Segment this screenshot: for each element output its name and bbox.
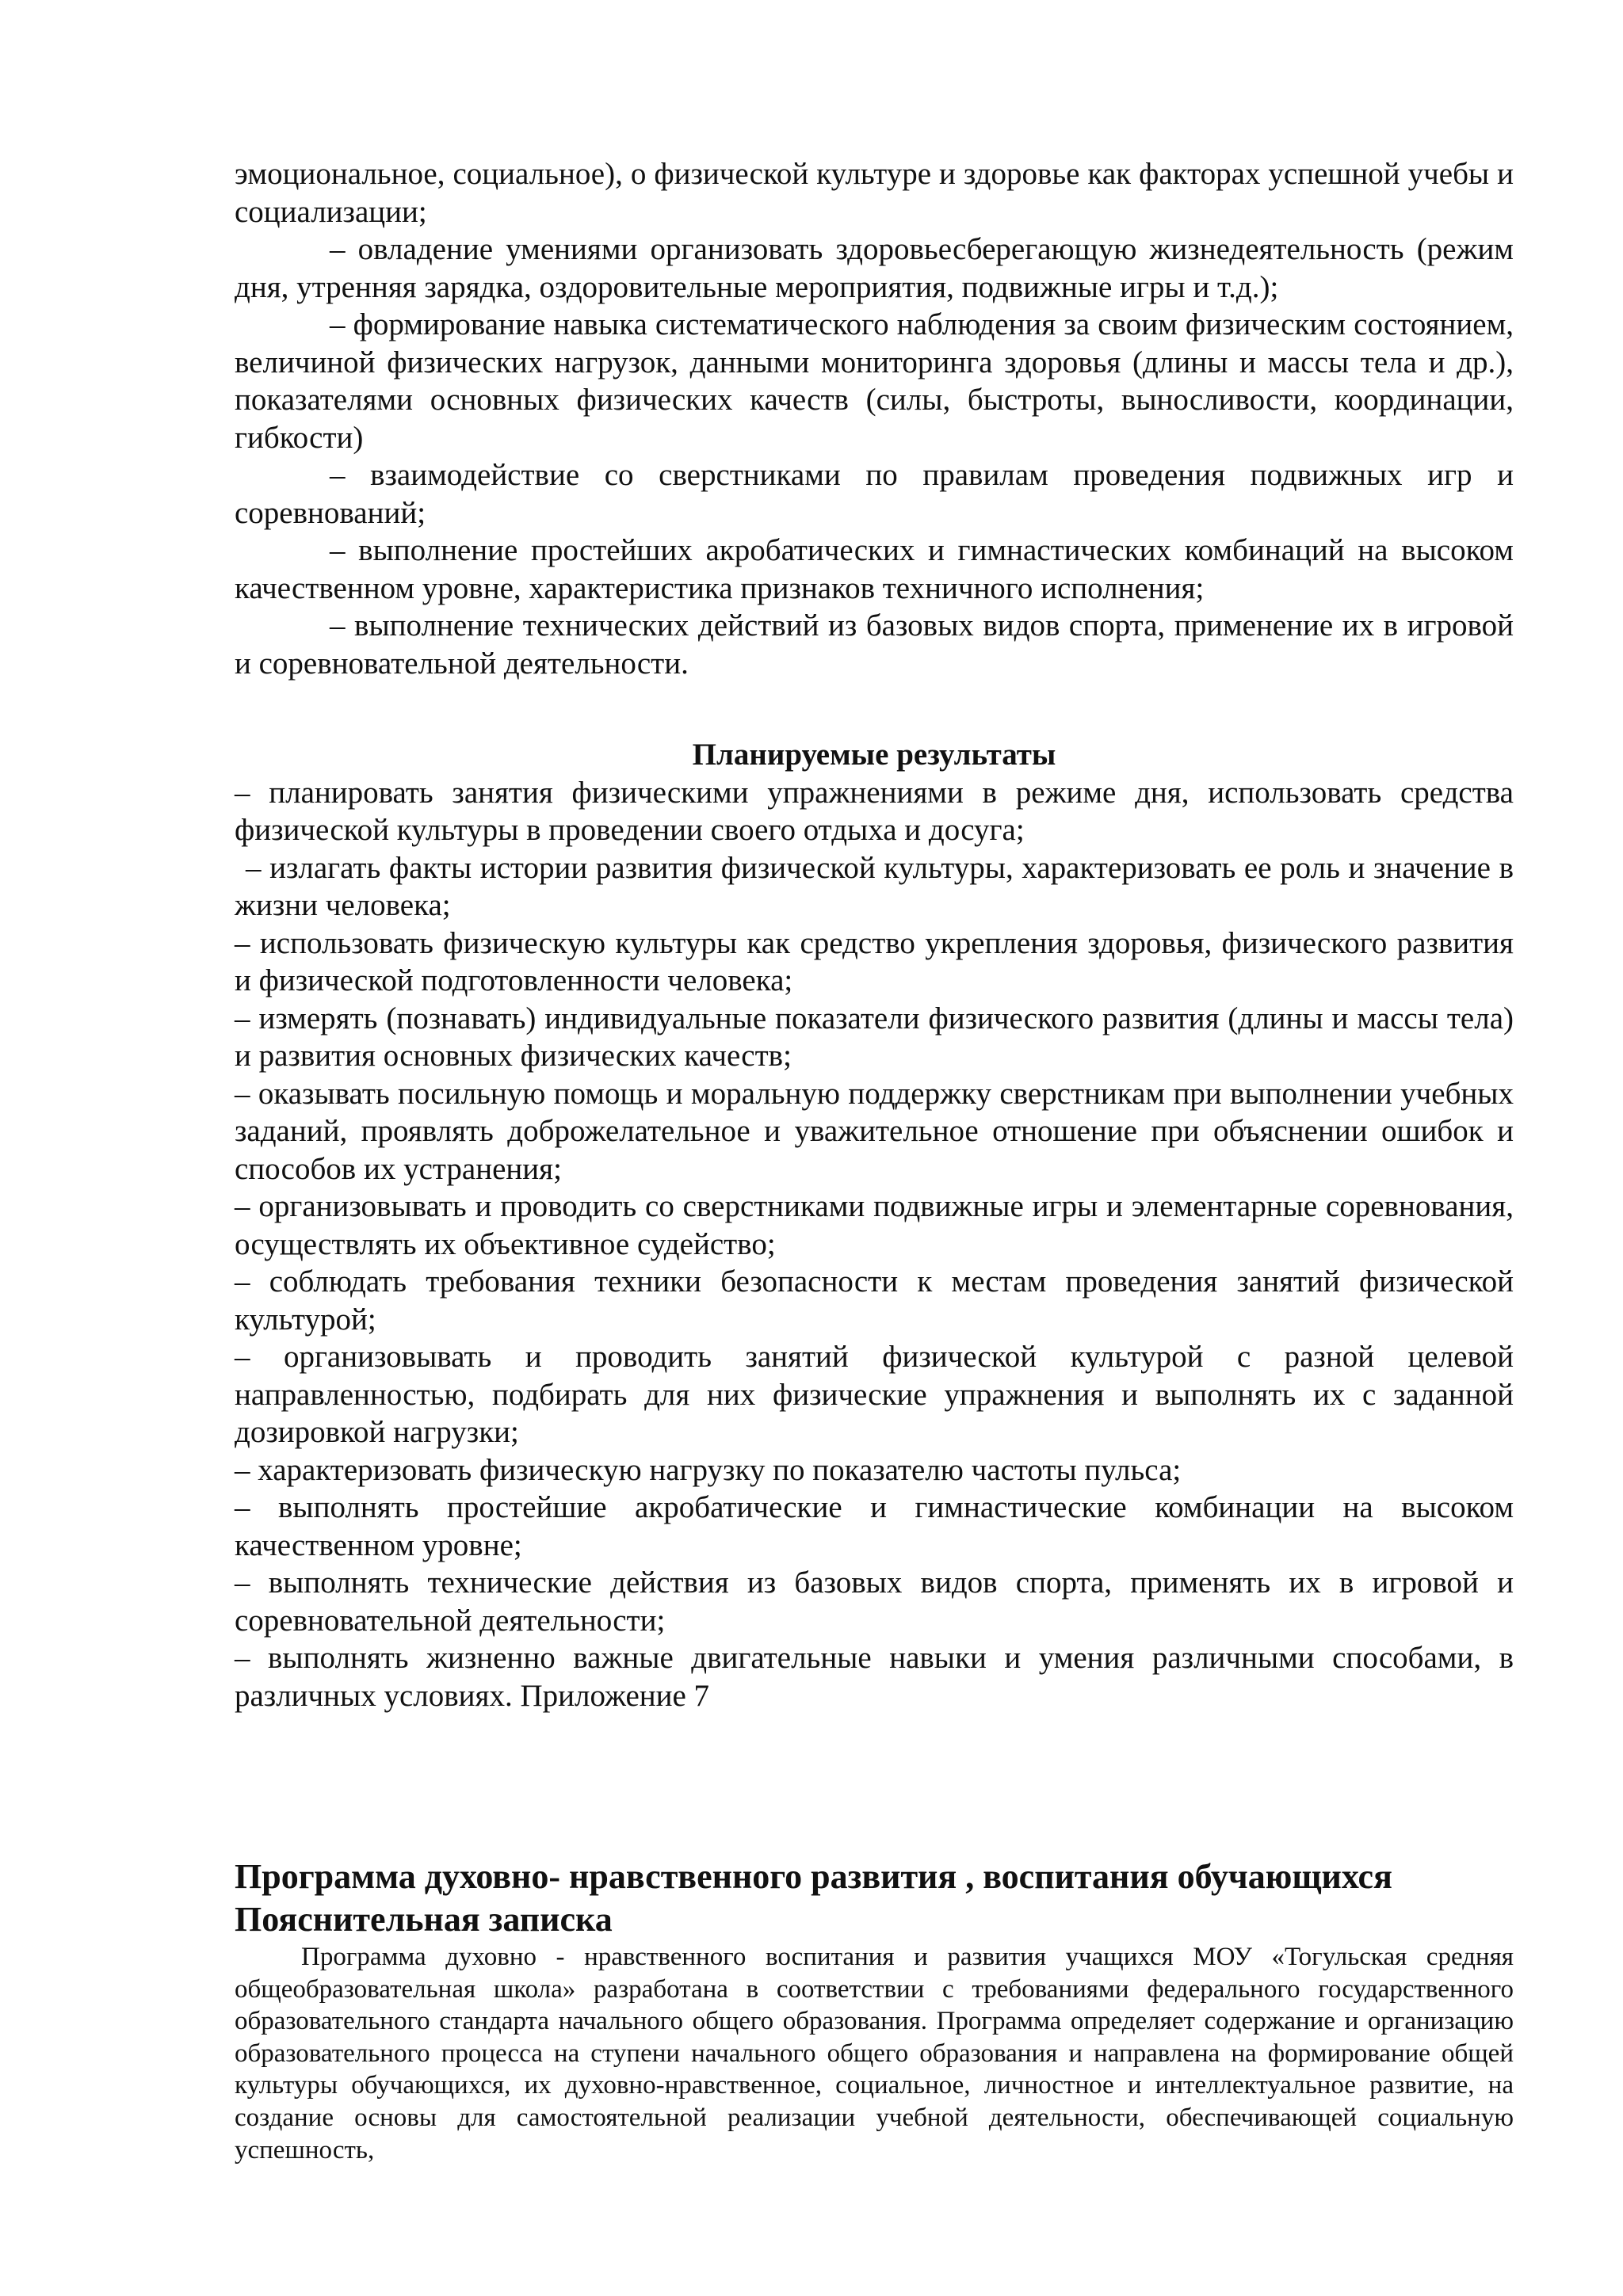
result-item: – выполнять жизненно важные двигательные навыки и умения различными способами, в различных условиях. Приложение 7 [235,1641,1514,1713]
program-subtitle: Пояснительная записка [235,1900,613,1939]
results-section [235,736,1514,1714]
intro-paragraph-3: – формирование навыка систематического наблюдения за своим физическим состоянием, величиной физических нагрузок, данными мониторинга здоровья (длины и массы тела и др.), показателями основных физических качеств (силы, быстроты, выносливости, координации, гибкости) [235,307,1514,455]
explanatory-note [235,1941,1514,2166]
results-title: Планируемые результаты [692,738,1056,772]
result-item: – оказывать посильную помощь и моральную поддержку сверстникам при выполнении учебных заданий, проявлять доброжелательное и уважительное отношение при объяснении ошибок и способов их устранения; [235,1076,1514,1186]
result-item: – излагать факты истории развития физической культуры, характеризовать ее роль и значение в жизни человека; [235,850,1514,922]
result-item: – характеризовать физическую нагрузку по показателю частоты пульса; [235,1452,1182,1487]
intro-paragraph-6: – выполнение технических действий из базовых видов спорта, применение их в игровой и соревновательной деятельности. [235,608,1514,681]
intro-paragraph-2: – овладение умениями организовать здоровьесберегающую жизнедеятельность (режим дня, утренняя зарядка, оздоровительные мероприятия, подвижные игры и т.д.); [235,232,1514,304]
document-page [235,155,1514,2166]
result-item: – использовать физическую культуры как средство укрепления здоровья, физического развития и физической подготовленности человека; [235,925,1514,997]
result-item: – выполнять простейшие акробатические и гимнастические комбинации на высоком качественном уровне; [235,1490,1514,1562]
program-paragraph: Программа духовно - нравственного воспитания и развития учащихся МОУ «Тогульская средняя общеобразовательная школа» разработана в соответствии с требованиями федерального государственного образовательного стандарта начального общего образования. Программа определяет содержание и организацию образовательного процесса на ступени начального общего образования и направлена на формирование общей культуры обучающихся, их духовно-нравственное, социальное, личностное и интеллектуальное развитие, на создание основы для самостоятельной реализации учебной деятельности, обеспечивающей социальную успешность, [235,1943,1514,2164]
intro-paragraph-1: эмоциональное, социальное), о физической культуре и здоровье как факторах успешной учебы и социализации; [235,157,1514,229]
result-item: – организовывать и проводить со сверстниками подвижные игры и элементарные соревнования, осуществлять их объективное судейство; [235,1189,1514,1261]
result-item: – соблюдать требования техники безопасности к местам проведения занятий физической культурой; [235,1264,1514,1337]
program-title: Программа духовно- нравственного развития , воспитания обучающихся [235,1857,1392,1896]
intro-section [235,155,1514,682]
intro-paragraph-5: – выполнение простейших акробатических и гимнастических комбинаций на высоком качественном уровне, характеристика признаков техничного исполнения; [235,533,1514,605]
result-item: – планировать занятия физическими упражнениями в режиме дня, использовать средства физической культуры в проведении своего отдыха и досуга; [235,775,1514,847]
section-spacer [235,1714,1514,1855]
result-item: – измерять (познавать) индивидуальные показатели физического развития (длины и массы тела) и развития основных физических качеств; [235,1001,1514,1073]
program-section [235,1855,1514,2166]
result-item: – выполнять технические действия из базовых видов спорта, применять их в игровой и соревновательной деятельности; [235,1566,1514,1638]
intro-paragraph-4: – взаимодействие со сверстниками по правилам проведения подвижных игр и соревнований; [235,458,1514,530]
result-item: – организовывать и проводить занятий физической культурой с разной целевой направленностью, подбирать для них физические упражнения и выполнять их с заданной дозировкой нагрузки; [235,1340,1514,1449]
